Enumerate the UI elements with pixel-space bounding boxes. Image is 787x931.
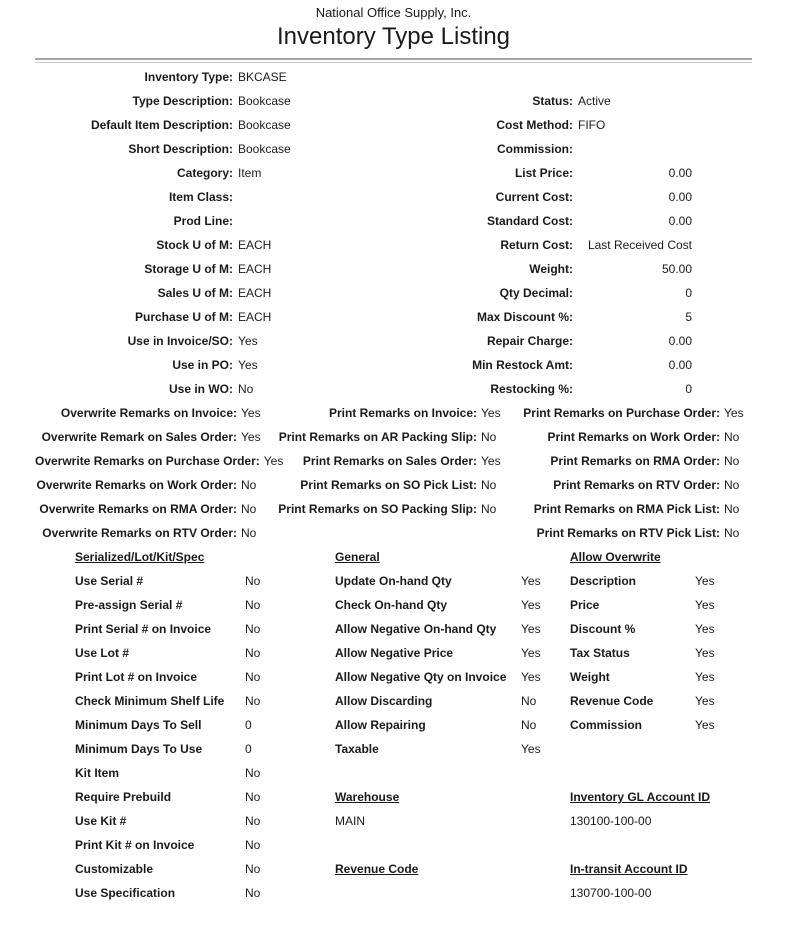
field-label: Use in PO:: [172, 358, 233, 372]
field-value: FIFO: [578, 118, 606, 132]
detail-value: No: [245, 790, 261, 804]
field-label: Short Description:: [128, 142, 233, 156]
field-value: Bookcase: [238, 94, 291, 108]
field-label: Prod Line:: [173, 214, 233, 228]
detail-value: 0: [245, 742, 252, 756]
field-label: Overwrite Remarks on Purchase Order:: [35, 454, 260, 468]
detail-label: MAIN: [335, 814, 365, 828]
detail-row: [570, 881, 752, 905]
detail-label: Require Prebuild: [75, 790, 172, 804]
field-label: Status:: [532, 94, 573, 108]
field-label: Max Discount %:: [476, 310, 573, 324]
detail-row: [335, 665, 555, 689]
field-value: Yes: [238, 334, 258, 348]
field-row: [515, 497, 752, 521]
field-label: Print Remarks on Purchase Order:: [523, 406, 720, 420]
field-value: EACH: [238, 310, 272, 324]
field-label: Type Description:: [132, 94, 233, 108]
detail-value: No: [521, 718, 537, 732]
field-row: [35, 449, 284, 473]
field-value: Bookcase: [238, 142, 291, 156]
detail-row: [75, 881, 275, 905]
detail-label: 130700-100-00: [570, 886, 652, 900]
field-value: Item: [238, 166, 262, 180]
field-label: Storage U of M:: [144, 262, 233, 276]
serialized-lot-kit-spec-column: [75, 545, 275, 905]
detail-label: [570, 833, 695, 857]
detail-label: Weight: [570, 670, 610, 684]
field-label: Print Remarks on RMA Order:: [550, 454, 720, 468]
detail-label: Inventory GL Account ID: [570, 790, 711, 804]
detail-row: [335, 569, 555, 593]
field-value: No: [724, 454, 740, 468]
detail-label: [335, 833, 521, 857]
field-value: EACH: [238, 238, 272, 252]
company-name: National Office Supply, Inc.: [315, 5, 472, 20]
field-row: [275, 497, 515, 521]
detail-value: No: [245, 814, 261, 828]
detail-value: No: [245, 574, 261, 588]
field-value: 5: [685, 310, 692, 324]
field-label: Print Remarks on SO Pick List:: [300, 478, 477, 492]
field-value: Last Received Cost: [587, 238, 692, 252]
field-label: Commission:: [496, 142, 573, 156]
field-label: Overwrite Remarks on RMA Order:: [39, 502, 237, 516]
detail-label: [570, 737, 695, 761]
field-label: Item Class:: [168, 190, 233, 204]
field-label: Print Remarks on RTV Pick List:: [536, 526, 720, 540]
field-row: [515, 401, 752, 425]
field-row: [35, 305, 415, 329]
detail-row: [570, 857, 752, 881]
detail-value: Yes: [521, 742, 541, 756]
field-value: No: [481, 430, 497, 444]
top-section: [35, 65, 752, 401]
field-label: Overwrite Remarks on Work Order:: [36, 478, 237, 492]
field-value: Yes: [238, 358, 258, 372]
detail-label: Allow Repairing: [335, 718, 426, 732]
detail-row: [335, 689, 555, 713]
detail-label: Commission: [570, 718, 643, 732]
field-label: Inventory Type:: [144, 70, 233, 84]
remarks-print-sales-column: [275, 401, 515, 545]
field-row: [416, 257, 692, 281]
field-row: [515, 521, 752, 545]
field-value: No: [238, 382, 254, 396]
field-value: Yes: [241, 406, 261, 420]
field-value: No: [241, 502, 257, 516]
detail-label: Print Lot # on Invoice: [75, 670, 198, 684]
field-label: Print Remarks on Work Order:: [547, 430, 720, 444]
detail-value: Yes: [521, 574, 541, 588]
detail-label: [335, 881, 521, 905]
field-row: [275, 425, 515, 449]
field-label: Print Remarks on Invoice:: [328, 406, 477, 420]
field-row: [416, 281, 692, 305]
field-value: No: [724, 502, 740, 516]
field-value: Active: [578, 94, 611, 108]
field-label: Print Remarks on AR Packing Slip:: [278, 430, 477, 444]
detail-value: Yes: [695, 646, 715, 660]
field-label: Use in WO:: [168, 382, 233, 396]
detail-row: [75, 617, 275, 641]
detail-value: Yes: [521, 670, 541, 684]
detail-label: Pre-assign Serial #: [75, 598, 183, 612]
field-label: Print Remarks on SO Packing Slip:: [278, 502, 477, 516]
field-row: [35, 137, 415, 161]
detail-value: No: [245, 862, 261, 876]
field-row: [35, 209, 415, 233]
field-label: Min Restock Amt:: [472, 358, 573, 372]
field-row: [515, 473, 752, 497]
field-value: [578, 137, 692, 161]
detail-label: Use Lot #: [75, 646, 130, 660]
field-label: Use in Invoice/SO:: [127, 334, 233, 348]
detail-row: [75, 737, 275, 761]
detail-label: Warehouse: [335, 790, 400, 804]
remarks-section: [35, 401, 752, 545]
detail-row: [75, 689, 275, 713]
detail-label: Kit Item: [75, 766, 120, 780]
field-value: No: [241, 526, 257, 540]
field-value: No: [481, 478, 497, 492]
field-row: [35, 329, 415, 353]
detail-row: [570, 737, 752, 761]
field-value: Yes: [481, 406, 501, 420]
field-row: [416, 305, 692, 329]
detail-row: [335, 737, 555, 761]
detail-value: Yes: [695, 622, 715, 636]
field-label: Category:: [176, 166, 233, 180]
field-row: [416, 233, 692, 257]
detail-value: No: [245, 886, 261, 900]
field-value: BKCASE: [238, 70, 287, 84]
detail-label: Revenue Code: [570, 694, 654, 708]
field-label: Weight:: [529, 262, 573, 276]
field-label: Current Cost:: [495, 190, 573, 204]
field-label: Overwrite Remark on Sales Order:: [41, 430, 237, 444]
detail-label: Print Serial # on Invoice: [75, 622, 212, 636]
field-row: [515, 449, 752, 473]
detail-value: Yes: [695, 718, 715, 732]
detail-label: Price: [570, 598, 600, 612]
detail-row: [570, 593, 752, 617]
detail-value: Yes: [521, 622, 541, 636]
detail-row: [570, 689, 752, 713]
detail-row: [75, 665, 275, 689]
field-label: Standard Cost:: [486, 214, 573, 228]
detail-label: Allow Negative Qty on Invoice: [335, 670, 507, 684]
detail-label: Use Specification: [75, 886, 176, 900]
detail-row: [75, 641, 275, 665]
field-value: Yes: [241, 430, 261, 444]
detail-row: [570, 833, 752, 857]
detail-value: No: [245, 766, 261, 780]
detail-label: Minimum Days To Sell: [75, 718, 202, 732]
detail-row: [570, 785, 752, 809]
detail-row: [570, 665, 752, 689]
detail-row: [75, 785, 275, 809]
detail-row: [75, 569, 275, 593]
detail-label: Check On-hand Qty: [335, 598, 448, 612]
field-value: 50.00: [661, 262, 692, 276]
detail-label: Print Kit # on Invoice: [75, 838, 195, 852]
detail-value: No: [245, 646, 261, 660]
detail-row: [570, 545, 752, 569]
field-row: [416, 185, 692, 209]
field-value: 0.00: [668, 190, 692, 204]
detail-label: Taxable: [335, 742, 379, 756]
detail-label: Allow Overwrite: [570, 550, 661, 564]
field-value: 0: [685, 382, 692, 396]
field-row: [416, 377, 692, 401]
field-row: [35, 425, 275, 449]
detail-label: Revenue Code: [335, 862, 419, 876]
field-label: Default Item Description:: [90, 118, 233, 132]
detail-value: Yes: [695, 598, 715, 612]
detail-row: [75, 713, 275, 737]
detail-value: No: [521, 694, 537, 708]
field-label: Restocking %:: [490, 382, 573, 396]
field-row: [35, 521, 275, 545]
detail-value: 0: [245, 718, 252, 732]
field-value: No: [481, 502, 497, 516]
detail-row: [570, 713, 752, 737]
detail-row: [335, 881, 555, 905]
field-label: Overwrite Remarks on Invoice:: [60, 406, 237, 420]
detail-label: Minimum Days To Use: [75, 742, 203, 756]
detail-row: [75, 761, 275, 785]
field-row: [35, 113, 415, 137]
field-row: [35, 281, 415, 305]
field-value: 0: [685, 286, 692, 300]
field-row: [416, 113, 692, 137]
field-label: Qty Decimal:: [499, 286, 573, 300]
detail-label: In-transit Account ID: [570, 862, 688, 876]
field-value: No: [724, 526, 740, 540]
allow-overwrite-column: [570, 545, 752, 905]
field-row: [35, 497, 275, 521]
detail-row: [335, 713, 555, 737]
detail-value: Yes: [695, 670, 715, 684]
detail-row: [335, 761, 555, 785]
field-value: 0.00: [668, 334, 692, 348]
detail-row: [75, 545, 275, 569]
field-value: Yes: [481, 454, 501, 468]
field-row: [416, 161, 692, 185]
detail-row: [570, 761, 752, 785]
field-label: Cost Method:: [496, 118, 573, 132]
detail-value: Yes: [521, 646, 541, 660]
detail-row: [335, 785, 555, 809]
field-value: EACH: [238, 286, 272, 300]
field-value: Yes: [263, 454, 284, 468]
field-value: No: [241, 478, 257, 492]
field-row: [275, 401, 515, 425]
detail-row: [570, 617, 752, 641]
detail-label: Use Kit #: [75, 814, 127, 828]
field-value: 0.00: [668, 358, 692, 372]
detail-value: Yes: [695, 574, 715, 588]
field-value: No: [724, 478, 740, 492]
detail-row: [75, 809, 275, 833]
detail-label: [335, 761, 521, 785]
detail-label: Allow Negative Price: [335, 646, 454, 660]
field-row: [35, 353, 415, 377]
field-label: Print Remarks on RTV Order:: [553, 478, 720, 492]
detail-row: [335, 545, 555, 569]
field-value: No: [724, 430, 740, 444]
detail-row: [570, 641, 752, 665]
detail-label: Customizable: [75, 862, 154, 876]
detail-value: No: [245, 670, 261, 684]
detail-row: [75, 593, 275, 617]
report-body: [35, 65, 752, 905]
detail-label: Use Serial #: [75, 574, 144, 588]
detail-row: [570, 569, 752, 593]
detail-label: [570, 761, 695, 785]
detail-label: Check Minimum Shelf Life: [75, 694, 225, 708]
detail-label: Tax Status: [570, 646, 630, 660]
field-row: [416, 137, 692, 161]
detail-value: Yes: [695, 694, 715, 708]
field-row: [35, 257, 415, 281]
field-row: [416, 89, 692, 113]
field-row: [35, 161, 415, 185]
field-row: [35, 65, 415, 89]
detail-section: [35, 545, 752, 905]
field-row: [275, 449, 515, 473]
field-row: [416, 209, 692, 233]
field-value: Bookcase: [238, 118, 291, 132]
field-row: [515, 425, 752, 449]
field-label: List Price:: [514, 166, 573, 180]
detail-row: [335, 857, 555, 881]
field-row: [416, 353, 692, 377]
header-divider: [35, 58, 752, 63]
detail-row: [335, 617, 555, 641]
remarks-overwrite-column: [35, 401, 284, 545]
field-label: Print Remarks on Sales Order:: [302, 454, 477, 468]
top-right-fields: [416, 89, 692, 401]
field-label: Purchase U of M:: [134, 310, 233, 324]
detail-row: [75, 857, 275, 881]
detail-value: No: [245, 694, 261, 708]
detail-label: Description: [570, 574, 637, 588]
top-left-fields: [35, 65, 415, 401]
field-label: Stock U of M:: [156, 238, 233, 252]
field-label: Sales U of M:: [157, 286, 233, 300]
detail-label: Allow Discarding: [335, 694, 433, 708]
general-column: [335, 545, 555, 905]
detail-row: [335, 809, 555, 833]
detail-value: No: [245, 622, 261, 636]
field-value: 0.00: [668, 166, 692, 180]
field-value: Yes: [724, 406, 744, 420]
detail-value: No: [245, 598, 261, 612]
detail-label: Allow Negative On-hand Qty: [335, 622, 497, 636]
field-label: Overwrite Remarks on RTV Order:: [42, 526, 237, 540]
detail-label: Discount %: [570, 622, 636, 636]
field-row: [275, 473, 515, 497]
detail-row: [75, 833, 275, 857]
remarks-print-purchase-column: [515, 401, 752, 545]
detail-label: General: [335, 550, 380, 564]
detail-label: 130100-100-00: [570, 814, 652, 828]
detail-value: No: [245, 838, 261, 852]
detail-row: [570, 809, 752, 833]
field-row: [35, 185, 415, 209]
detail-label: Update On-hand Qty: [335, 574, 452, 588]
detail-row: [335, 833, 555, 857]
field-label: Return Cost:: [500, 238, 573, 252]
field-row: [416, 329, 692, 353]
detail-row: [335, 641, 555, 665]
field-row: [35, 89, 415, 113]
field-row: [35, 377, 415, 401]
field-value: 0.00: [668, 214, 692, 228]
field-row: [35, 401, 275, 425]
field-label: Repair Charge:: [486, 334, 573, 348]
page-title: Inventory Type Listing: [276, 23, 511, 50]
field-label: Print Remarks on RMA Pick List:: [533, 502, 720, 516]
field-row: [35, 473, 275, 497]
detail-row: [335, 593, 555, 617]
field-row: [35, 233, 415, 257]
field-value: EACH: [238, 262, 272, 276]
detail-value: Yes: [521, 598, 541, 612]
detail-label: Serialized/Lot/Kit/Spec: [75, 550, 205, 564]
